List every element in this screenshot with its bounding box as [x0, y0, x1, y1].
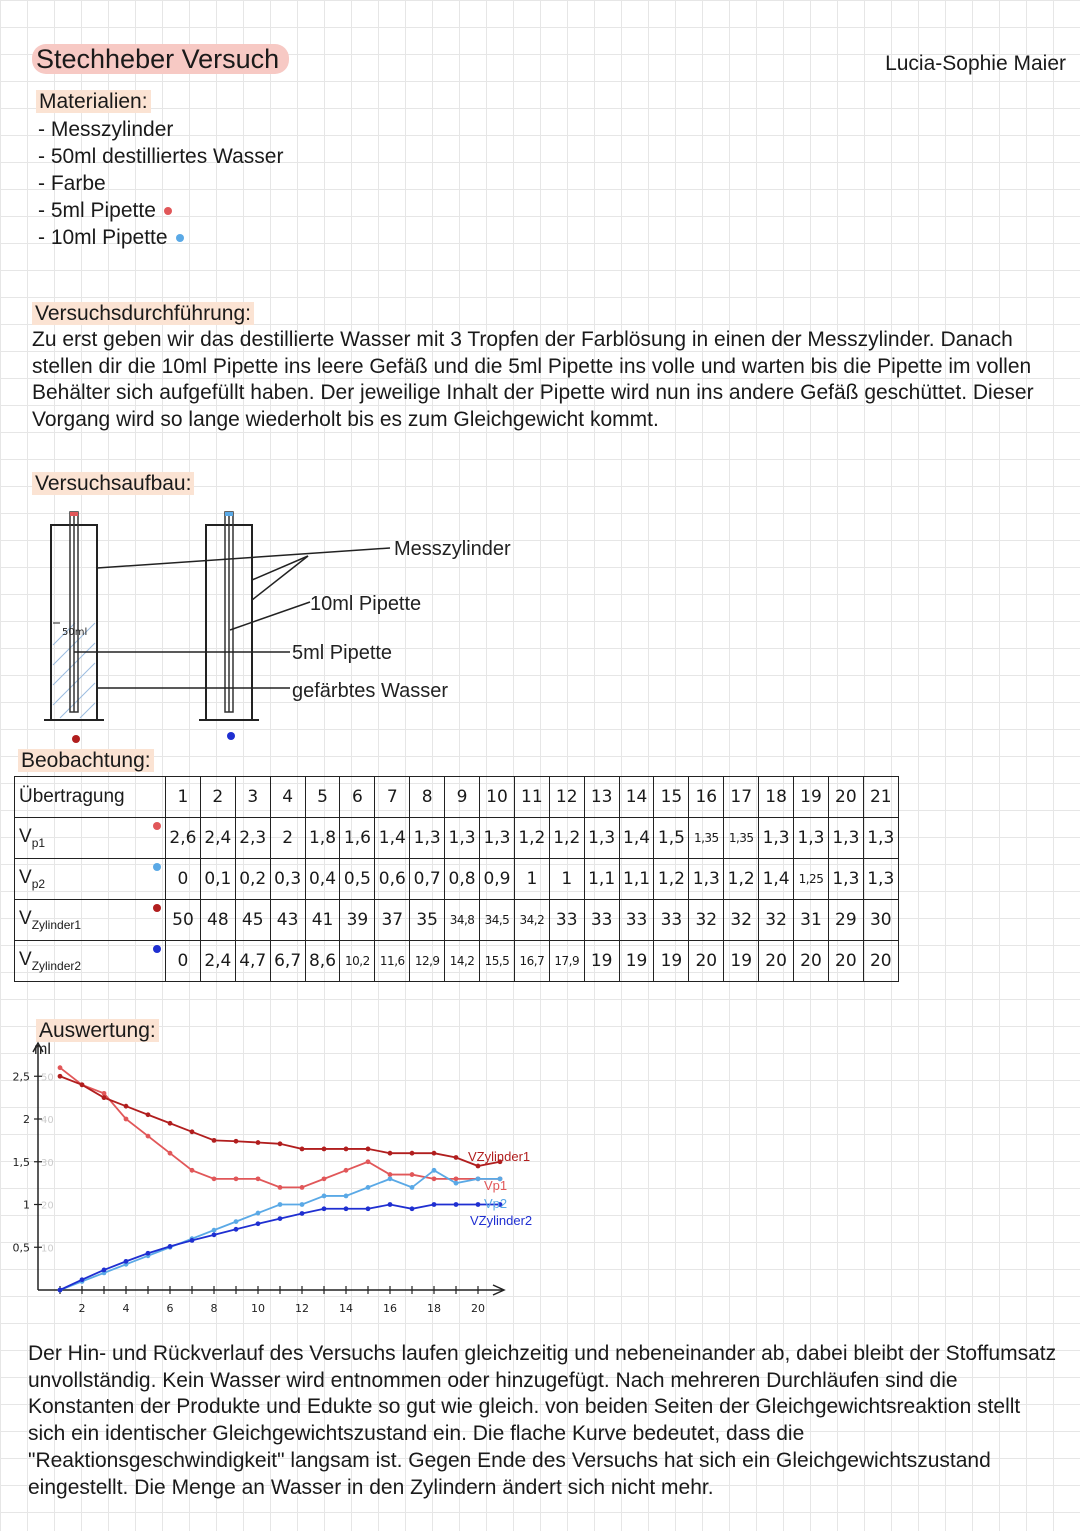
data-point: [278, 1185, 283, 1190]
y-tick-label: 0,5: [12, 1241, 30, 1255]
value-cell: 11,6: [375, 941, 410, 982]
value-cell: 12,9: [410, 941, 445, 982]
data-point: [278, 1216, 283, 1221]
data-point: [322, 1176, 327, 1181]
material-item: - 5ml Pipette: [38, 197, 283, 224]
transfer-number-cell: 5: [305, 777, 340, 818]
data-point: [278, 1202, 283, 1207]
transfer-number-cell: 15: [654, 777, 689, 818]
value-cell: 14,2: [445, 941, 480, 982]
transfer-number-cell: 16: [689, 777, 724, 818]
value-cell: 2,4: [200, 941, 235, 982]
value-cell: 33: [654, 900, 689, 941]
data-point: [432, 1202, 437, 1207]
value-cell: 0: [166, 859, 201, 900]
value-cell: 1,3: [759, 818, 794, 859]
x-tick-label: 6: [166, 1302, 174, 1315]
transfer-number-cell: 11: [514, 777, 549, 818]
value-cell: 34,2: [514, 900, 549, 941]
data-point: [344, 1194, 349, 1199]
data-point: [300, 1202, 305, 1207]
series-label: Vp2: [484, 1196, 508, 1211]
y-tick-label-secondary: 30: [41, 1157, 54, 1169]
transfer-number-cell: 12: [549, 777, 584, 818]
value-cell: 0,9: [480, 859, 515, 900]
data-point: [58, 1065, 63, 1070]
label-pipette-5ml: 5ml Pipette: [292, 642, 393, 664]
data-point: [344, 1206, 349, 1211]
data-point: [322, 1206, 327, 1211]
data-point: [366, 1206, 371, 1211]
data-point: [80, 1277, 85, 1282]
value-cell: 1,3: [584, 818, 619, 859]
data-point: [432, 1168, 437, 1173]
data-point: [300, 1185, 305, 1190]
data-point: [146, 1134, 151, 1139]
value-cell: 32: [724, 900, 759, 941]
label-colored-water: gefärbtes Wasser: [292, 680, 448, 702]
data-point: [388, 1151, 393, 1156]
table-row: [15, 941, 899, 982]
data-point: [102, 1268, 107, 1273]
data-point: [102, 1095, 107, 1100]
value-cell: 1,8: [305, 818, 340, 859]
value-cell: 30: [863, 900, 898, 941]
value-cell: 20: [863, 941, 898, 982]
transfer-number-cell: 21: [863, 777, 898, 818]
conclusion-text: Der Hin- und Rückverlauf des Versuchs laufen gleichzeitig und nebeneinander ab, dabei bleibt der Stoffumsatz unvollständig. Kein Wasser wird entnommen oder hinzugefügt. Nach mehreren Durchläufen sind die Konstanten der Produkte und Edukte so gut wie gleich. von beiden Seiten der Gleichgewichtsreaktion stellt sich ein identischer Gleichgewichtszustand ein. Die flache Kurve bedeutet, dass die "Reaktionsgeschwindigkeit" langsam ist. Gegen Ende des Versuchs hat sich ein Gleichgewichtszustand eingestellt. Die Menge an Wasser in den Zylindern ändert sich nicht mehr.: [28, 1342, 1057, 1499]
data-point: [234, 1219, 239, 1224]
value-cell: 0,1: [200, 859, 235, 900]
row-label-cell: [15, 900, 166, 941]
transfer-number-cell: 8: [410, 777, 445, 818]
value-cell: 1,35: [689, 818, 724, 859]
data-point: [454, 1176, 459, 1181]
data-point: [476, 1202, 481, 1207]
x-tick-label: 18: [427, 1302, 441, 1315]
data-point: [278, 1141, 283, 1146]
blue-dot-icon: [227, 732, 235, 740]
data-point: [102, 1091, 107, 1096]
value-cell: 1,3: [828, 818, 863, 859]
data-point: [190, 1168, 195, 1173]
value-cell: 0: [166, 941, 201, 982]
value-cell: 33: [549, 900, 584, 941]
material-item: - 10ml Pipette: [38, 224, 283, 251]
row-label-cell: [15, 818, 166, 859]
data-point: [454, 1202, 459, 1207]
value-cell: 19: [724, 941, 759, 982]
value-cell: 2: [270, 818, 305, 859]
data-point: [124, 1117, 129, 1122]
value-cell: 1,3: [863, 818, 898, 859]
value-cell: 0,3: [270, 859, 305, 900]
value-cell: 1,5: [654, 818, 689, 859]
value-cell: 0,5: [340, 859, 375, 900]
procedure-text: Zu erst geben wir das destillierte Wasser mit 3 Tropfen der Farblösung in einen der Messzylinder. Danach stellen dir die 10ml Pipette ins leere Gefäß und die 5ml Pipette ins volle und warten bis die Pipette im vollen Behälter sich aufgefüllt haben. Der jeweilige Inhalt der Pipette wird nun ins andere Gefäß geschüttet. Dieser Vorgang wird so lange wiederholt bis es zum Gleichgewicht kommt.: [32, 328, 1034, 432]
value-cell: 1,25: [794, 859, 829, 900]
evaluation-heading: Auswertung:: [36, 1019, 159, 1043]
data-point: [454, 1181, 459, 1186]
data-point: [476, 1164, 481, 1169]
page-title: Stechheber Versuch: [32, 44, 289, 75]
value-cell: 1,4: [619, 818, 654, 859]
row-label-sub: p1: [31, 835, 46, 850]
data-point: [366, 1185, 371, 1190]
value-cell: 0,6: [375, 859, 410, 900]
transfer-number-cell: 20: [828, 777, 863, 818]
x-tick-label: 12: [295, 1302, 309, 1315]
data-point: [212, 1228, 217, 1233]
value-cell: 32: [759, 900, 794, 941]
value-cell: 1,3: [863, 859, 898, 900]
data-point: [410, 1206, 415, 1211]
value-cell: 33: [584, 900, 619, 941]
value-cell: 1: [549, 859, 584, 900]
transfer-number-cell: 13: [584, 777, 619, 818]
value-cell: 2,6: [166, 818, 201, 859]
data-point: [256, 1140, 261, 1145]
data-point: [322, 1147, 327, 1152]
data-point: [168, 1121, 173, 1126]
data-point: [300, 1211, 305, 1216]
value-cell: 1,4: [759, 859, 794, 900]
label-pipette-10ml: 10ml Pipette: [310, 593, 422, 615]
value-cell: 48: [200, 900, 235, 941]
data-point: [300, 1147, 305, 1152]
setup-heading: Versuchsaufbau:: [32, 472, 194, 496]
series-label: VZylinder2: [470, 1213, 533, 1228]
y-tick-label-secondary: 50: [41, 1072, 54, 1084]
row-label-sub: p2: [31, 876, 46, 891]
y-tick-label-secondary: 40: [41, 1115, 54, 1126]
material-item: - 50ml destilliertes Wasser: [38, 145, 284, 168]
value-cell: 1,3: [828, 859, 863, 900]
x-tick-label: 20: [471, 1302, 485, 1315]
value-cell: 20: [794, 941, 829, 982]
value-cell: 37: [375, 900, 410, 941]
value-cell: 10,2: [340, 941, 375, 982]
data-point: [234, 1139, 239, 1144]
data-point: [366, 1159, 371, 1164]
data-point: [190, 1129, 195, 1134]
table-row: [15, 859, 899, 900]
value-cell: 6,7: [270, 941, 305, 982]
y-tick-label-secondary: 10: [41, 1243, 54, 1255]
row-dot-icon: [153, 945, 161, 953]
value-cell: 32: [689, 900, 724, 941]
header-label-cell: Übertragung: [15, 777, 166, 818]
material-item: - Messzylinder: [38, 118, 174, 141]
procedure-heading: Versuchsdurchführung:: [32, 302, 254, 326]
table-row: [15, 900, 899, 941]
row-dot-icon: [153, 904, 161, 912]
data-point: [256, 1176, 261, 1181]
transfer-number-cell: 18: [759, 777, 794, 818]
data-point: [234, 1176, 239, 1181]
value-cell: 20: [689, 941, 724, 982]
data-point: [410, 1185, 415, 1190]
value-cell: 33: [619, 900, 654, 941]
red-dot-icon: [164, 207, 172, 215]
row-label-sub: Zylinder1: [31, 917, 82, 932]
data-point: [454, 1155, 459, 1160]
transfer-number-cell: 3: [235, 777, 270, 818]
data-point: [146, 1251, 151, 1256]
data-point: [212, 1176, 217, 1181]
x-tick-label: 16: [383, 1302, 397, 1315]
transfer-number-cell: 6: [340, 777, 375, 818]
value-cell: 1,3: [794, 818, 829, 859]
red-dot-icon: [72, 735, 80, 743]
value-cell: 16,7: [514, 941, 549, 982]
value-cell: 35: [410, 900, 445, 941]
y-axis-label: ml: [34, 1041, 51, 1058]
data-point: [344, 1147, 349, 1152]
data-point: [410, 1172, 415, 1177]
data-point: [124, 1104, 129, 1109]
value-cell: 1,2: [514, 818, 549, 859]
mark-50ml: 50ml: [62, 627, 88, 638]
data-point: [146, 1112, 151, 1117]
material-item: - Farbe: [38, 172, 106, 195]
observation-table: [14, 776, 899, 982]
row-label-cell: [15, 859, 166, 900]
data-point: [388, 1202, 393, 1207]
data-point: [190, 1238, 195, 1243]
data-point: [58, 1288, 63, 1293]
data-point: [212, 1138, 217, 1143]
value-cell: 19: [584, 941, 619, 982]
data-point: [476, 1176, 481, 1181]
value-cell: 19: [654, 941, 689, 982]
value-cell: 1,35: [724, 818, 759, 859]
value-cell: 2,3: [235, 818, 270, 859]
row-label-main: V: [19, 826, 32, 848]
value-cell: 8,6: [305, 941, 340, 982]
materials-heading: Materialien:: [36, 90, 151, 114]
y-tick-label: 2,5: [12, 1070, 30, 1084]
value-cell: 1,3: [445, 818, 480, 859]
data-point: [234, 1227, 239, 1232]
data-point: [344, 1168, 349, 1173]
data-point: [432, 1151, 437, 1156]
data-point: [256, 1221, 261, 1226]
value-cell: 1,2: [724, 859, 759, 900]
value-cell: 34,8: [445, 900, 480, 941]
value-cell: 19: [619, 941, 654, 982]
data-point: [410, 1151, 415, 1156]
value-cell: 41: [305, 900, 340, 941]
x-tick-label: 10: [251, 1302, 265, 1315]
data-point: [388, 1172, 393, 1177]
value-cell: 1,6: [340, 818, 375, 859]
value-cell: 34,5: [480, 900, 515, 941]
data-point: [168, 1151, 173, 1156]
series-label: VZylinder1: [468, 1149, 531, 1164]
value-cell: 2,4: [200, 818, 235, 859]
transfer-number-cell: 10: [480, 777, 515, 818]
y-tick-label: 1: [23, 1198, 30, 1212]
row-label-cell: [15, 941, 166, 982]
value-cell: 39: [340, 900, 375, 941]
row-label-main: V: [19, 867, 32, 889]
observation-table-body: [15, 777, 899, 982]
x-tick-label: 4: [122, 1302, 130, 1315]
transfer-number-cell: 7: [375, 777, 410, 818]
materials-list: [38, 116, 283, 251]
author-name: Lucia-Sophie Maier: [885, 52, 1066, 75]
y-tick-label: 2: [23, 1113, 30, 1126]
value-cell: 20: [828, 941, 863, 982]
y-tick-label: 1,5: [12, 1155, 30, 1169]
y-tick-label-secondary: 20: [41, 1200, 54, 1212]
value-cell: 45: [235, 900, 270, 941]
value-cell: 1,3: [480, 818, 515, 859]
transfer-number-cell: 14: [619, 777, 654, 818]
value-cell: 1,2: [654, 859, 689, 900]
data-point: [366, 1147, 371, 1152]
transfer-number-cell: 19: [794, 777, 829, 818]
row-dot-icon: [153, 822, 161, 830]
value-cell: 1,2: [549, 818, 584, 859]
value-cell: 0,7: [410, 859, 445, 900]
value-cell: 1,1: [584, 859, 619, 900]
row-label-main: V: [19, 949, 32, 971]
series-label: Vp1: [484, 1178, 508, 1193]
value-cell: 17,9: [549, 941, 584, 982]
data-point: [212, 1232, 217, 1237]
data-point: [256, 1211, 261, 1216]
transfer-number-cell: 2: [200, 777, 235, 818]
transfer-number-cell: 9: [445, 777, 480, 818]
value-cell: 50: [166, 900, 201, 941]
value-cell: 1,4: [375, 818, 410, 859]
value-cell: 0,4: [305, 859, 340, 900]
x-tick-label: 2: [78, 1302, 86, 1315]
x-tick-label: 8: [210, 1302, 218, 1315]
row-label-main: V: [19, 908, 32, 930]
value-cell: 43: [270, 900, 305, 941]
value-cell: 4,7: [235, 941, 270, 982]
x-tick-label: 14: [339, 1302, 353, 1315]
value-cell: 20: [759, 941, 794, 982]
evaluation-chart: [0, 1040, 560, 1330]
value-cell: 1,3: [689, 859, 724, 900]
blue-dot-icon: [176, 234, 184, 242]
value-cell: 0,8: [445, 859, 480, 900]
value-cell: 1: [514, 859, 549, 900]
transfer-number-cell: 17: [724, 777, 759, 818]
data-point: [58, 1074, 63, 1079]
data-point: [80, 1082, 85, 1087]
value-cell: 31: [794, 900, 829, 941]
transfer-number-cell: 4: [270, 777, 305, 818]
value-cell: 1,1: [619, 859, 654, 900]
setup-diagram: [0, 500, 600, 750]
data-point: [388, 1176, 393, 1181]
row-label-sub: Zylinder2: [31, 958, 82, 973]
value-cell: 29: [828, 900, 863, 941]
row-dot-icon: [153, 863, 161, 871]
table-row: [15, 818, 899, 859]
value-cell: 15,5: [480, 941, 515, 982]
label-cylinder: Messzylinder: [394, 538, 511, 560]
data-point: [168, 1244, 173, 1249]
observation-heading: Beobachtung:: [18, 749, 154, 773]
transfer-number-cell: 1: [166, 777, 201, 818]
value-cell: 1,3: [410, 818, 445, 859]
value-cell: 0,2: [235, 859, 270, 900]
table-header-row: [15, 777, 899, 818]
data-point: [124, 1259, 129, 1264]
data-point: [322, 1194, 327, 1199]
data-point: [432, 1176, 437, 1181]
